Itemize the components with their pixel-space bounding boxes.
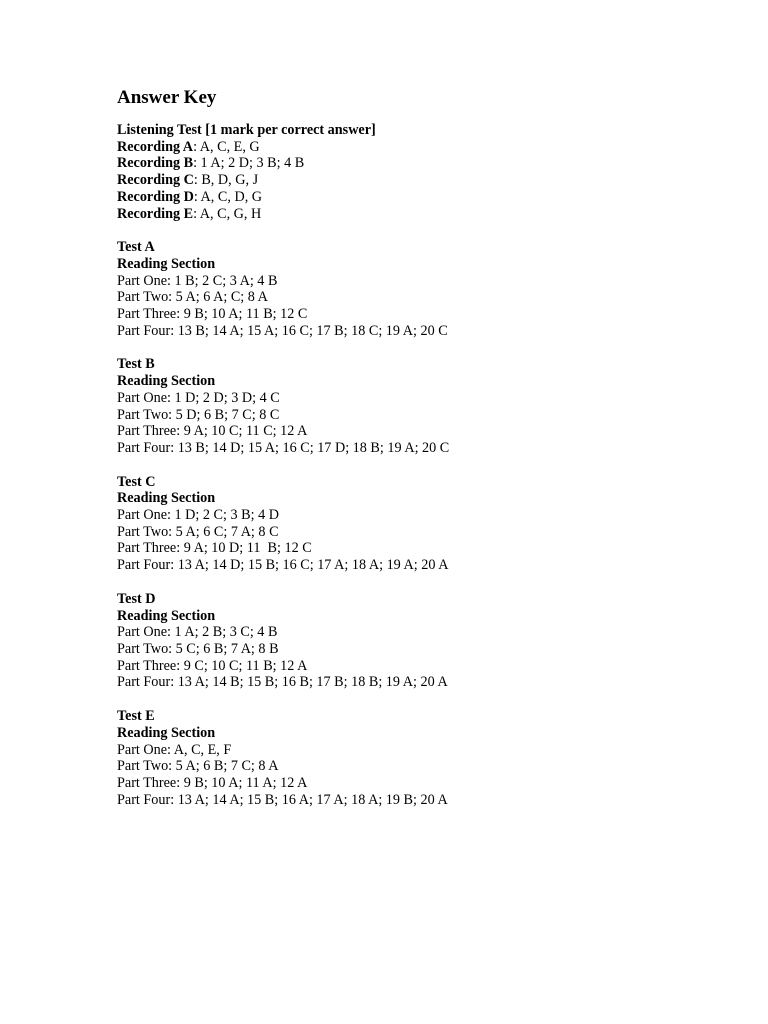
recording-answers: : 1 A; 2 D; 3 B; 4 B (193, 155, 305, 172)
part-line: Part Two: 5 A; 6 B; 7 C; 8 A (117, 758, 279, 775)
recording-label: Recording D (117, 188, 194, 205)
part-line: Part One: 1 B; 2 C; 3 A; 4 B (117, 272, 278, 289)
test-heading: Test A (117, 239, 155, 256)
part-line: Part Three: 9 A; 10 D; 11 B; 12 C (117, 540, 312, 557)
part-line: Part Three: 9 B; 10 A; 11 B; 12 C (117, 306, 308, 323)
part-line: Part Four: 13 A; 14 A; 15 B; 16 A; 17 A; 18 A; 19 B; 20 A (117, 791, 448, 808)
part-line: Part Two: 5 D; 6 B; 7 C; 8 C (117, 406, 280, 423)
recording-label: Recording C (117, 172, 194, 189)
test-a-block (117, 239, 737, 339)
part-line: Part Two: 5 A; 6 A; C; 8 A (117, 289, 268, 306)
test-heading: Test D (117, 590, 156, 607)
recording-line (117, 189, 737, 206)
test-d-block (117, 591, 737, 691)
part-line: Part Four: 13 A; 14 D; 15 B; 16 C; 17 A; 18 A; 19 A; 20 A (117, 557, 449, 574)
test-e-block (117, 708, 737, 808)
section-heading: Reading Section (117, 724, 216, 741)
recording-label: Recording B (117, 155, 194, 172)
recording-line (117, 172, 737, 189)
test-heading: Test B (117, 356, 155, 373)
part-line: Part One: 1 D; 2 D; 3 D; 4 C (117, 389, 280, 406)
recording-line (117, 139, 737, 156)
part-line: Part Four: 13 B; 14 A; 15 A; 16 C; 17 B; 18 C; 19 A; 20 C (117, 322, 448, 339)
section-heading: Reading Section (117, 607, 216, 624)
section-heading: Reading Section (117, 373, 216, 390)
part-line: Part One: 1 A; 2 B; 3 C; 4 B (117, 624, 278, 641)
spacer (117, 339, 737, 356)
part-line: Part Four: 13 A; 14 B; 15 B; 16 B; 17 B; 18 B; 19 A; 20 A (117, 674, 448, 691)
part-line: Part Four: 13 B; 14 D; 15 A; 16 C; 17 D; 18 B; 19 A; 20 C (117, 439, 450, 456)
part-line: Part Three: 9 C; 10 C; 11 B; 12 A (117, 657, 308, 674)
listening-heading: Listening Test [1 mark per correct answer] (117, 122, 376, 138)
recording-line (117, 155, 737, 172)
recording-line (117, 206, 737, 223)
part-line: Part Three: 9 A; 10 C; 11 C; 12 A (117, 423, 308, 440)
spacer (117, 574, 737, 591)
test-heading: Test C (117, 473, 156, 490)
test-c-block (117, 474, 737, 574)
section-heading: Reading Section (117, 255, 216, 272)
recording-answers: : A, C, G, H (193, 205, 262, 222)
test-b-block (117, 356, 737, 456)
recording-label: Recording A (117, 138, 194, 155)
part-line: Part Two: 5 A; 6 C; 7 A; 8 C (117, 523, 279, 540)
recording-answers: : B, D, G, J (193, 172, 259, 189)
spacer (117, 691, 737, 708)
part-line: Part Two: 5 C; 6 B; 7 A; 8 B (117, 640, 279, 657)
test-heading: Test E (117, 708, 155, 725)
recording-answers: : A, C, E, G (193, 138, 260, 155)
section-heading: Reading Section (117, 490, 216, 507)
recording-label: Recording E (117, 205, 194, 222)
part-line: Part One: A, C, E, F (117, 741, 232, 758)
part-line: Part One: 1 D; 2 C; 3 B; 4 D (117, 507, 279, 524)
spacer (117, 457, 737, 474)
document-title: Answer Key (117, 87, 217, 108)
spacer (117, 222, 737, 239)
listening-test-block (117, 122, 737, 222)
part-line: Part Three: 9 B; 10 A; 11 A; 12 A (117, 774, 308, 791)
recording-answers: : A, C, D, G (193, 188, 263, 205)
answer-key-page (117, 86, 737, 808)
